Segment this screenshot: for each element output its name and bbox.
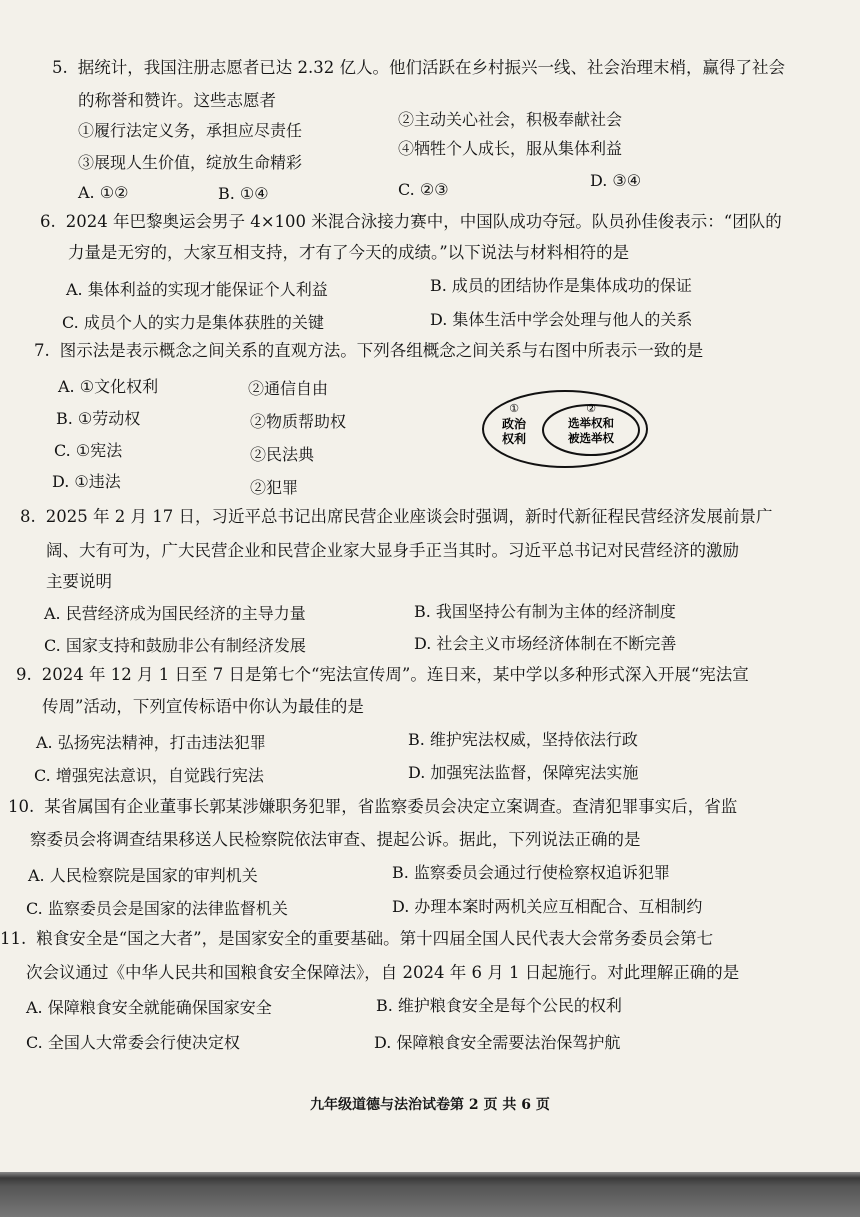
q11-option-b: B. 维护粮食安全是每个公民的权利 (376, 996, 622, 1015)
question-9-number: 9. (16, 665, 32, 684)
q5-statement-1: ①履行法定义务，承担应尽责任 (78, 121, 303, 140)
question-8-stem-line2: 阔、大有可为，广大民营企业和民营企业家大显身手正当其时。习近平总书记对民营经济的激励 (46, 541, 739, 560)
question-8-text-1: 2025 年 2 月 17 日，习近平总书记出席民营企业座谈会时强调，新时代新征程民营经济发展前景广 (45, 507, 773, 526)
q9-option-d: D. 加强宪法监督，保障宪法实施 (408, 763, 639, 782)
q7-option-b-1: B. ①劳动权 (56, 409, 141, 428)
venn-diagram (480, 388, 650, 470)
q9-option-b: B. 维护宪法权威，坚持依法行政 (408, 730, 638, 749)
venn-inner-label-1: 选举权和 (568, 416, 614, 430)
question-7-text-1: 图示法是表示概念之间关系的直观方法。下列各组概念之间关系与右图中所表示一致的是 (59, 341, 704, 360)
q9-option-a: A. 弘扬宪法精神，打击违法犯罪 (36, 733, 266, 752)
question-5-text-1: 据统计，我国注册志愿者已达 2.32 亿人。他们活跃在乡村振兴一线、社会治理末梢，赢得了社会 (77, 58, 785, 77)
page-footer: 九年级道德与法治试卷第 2 页 共 6 页 (310, 1097, 550, 1113)
question-6-stem-line1 (40, 212, 782, 232)
venn-outer-label-2: 权利 (501, 432, 527, 446)
question-8-number: 8. (20, 507, 36, 526)
question-5-stem-line1 (52, 58, 785, 78)
q5-option-c: C. ②③ (398, 180, 449, 199)
question-11-stem-line2: 次会议通过《中华人民共和国粮食安全保障法》，自 2024 年 6 月 1 日起施行。对此理解正确的是 (26, 963, 740, 982)
venn-inner-number: ② (586, 402, 596, 415)
q10-option-a: A. 人民检察院是国家的审判机关 (28, 866, 258, 885)
q8-option-d: D. 社会主义市场经济体制在不断完善 (414, 634, 677, 653)
q9-option-c: C. 增强宪法意识，自觉践行宪法 (34, 766, 264, 785)
q7-option-d-1: D. ①违法 (52, 472, 121, 491)
question-11-stem-line1 (0, 929, 713, 949)
q10-option-d: D. 办理本案时两机关应互相配合、互相制约 (392, 897, 703, 916)
q11-option-c: C. 全国人大常委会行使决定权 (26, 1033, 240, 1052)
q5-option-d: D. ③④ (590, 171, 642, 190)
q6-option-a: A. 集体利益的实现才能保证个人利益 (66, 280, 328, 299)
question-10-text-1: 某省属国有企业董事长郭某涉嫌职务犯罪，省监察委员会决定立案调查。查清犯罪事实后，省监 (44, 797, 738, 816)
question-9-stem-line1 (16, 665, 749, 685)
question-6-stem-line2: 力量是无穷的，大家互相支持，才有了今天的成绩。”以下说法与材料相符的是 (68, 243, 630, 262)
venn-outer-label-1: 政治 (501, 417, 527, 431)
q6-option-b: B. 成员的团结协作是集体成功的保证 (430, 276, 692, 295)
question-10-number: 10. (8, 797, 35, 816)
q5-option-a: A. ①② (78, 183, 129, 202)
question-11-text-1: 粮食安全是“国之大者”，是国家安全的重要基础。第十四届全国人民代表大会常务委员会第七 (36, 929, 714, 948)
q10-option-c: C. 监察委员会是国家的法律监督机关 (26, 899, 288, 918)
question-6-text-1: 2024 年巴黎奥运会男子 4×100 米混合泳接力赛中，中国队成功夺冠。队员孙佳俊表示：“团队的 (65, 212, 782, 231)
question-5-number: 5. (52, 58, 68, 77)
question-9-text-1: 2024 年 12 月 1 日至 7 日是第七个“宪法宣传周”。连日来，某中学以多种形式深入开展“宪法宣 (41, 665, 749, 684)
question-10-stem-line2: 察委员会将调查结果移送人民检察院依法审查、提起公诉。据此，下列说法正确的是 (30, 830, 641, 849)
q7-option-c-1: C. ①宪法 (54, 441, 123, 460)
q6-option-c: C. 成员个人的实力是集体获胜的关键 (62, 313, 324, 332)
q7-option-a-2: ②通信自由 (248, 379, 329, 398)
q8-option-b: B. 我国坚持公有制为主体的经济制度 (414, 602, 676, 621)
q8-option-a: A. 民营经济成为国民经济的主导力量 (44, 604, 306, 623)
q5-statement-2: ②主动关心社会，积极奉献社会 (398, 110, 623, 129)
q6-option-d: D. 集体生活中学会处理与他人的关系 (430, 310, 693, 329)
q7-option-a-1: A. ①文化权利 (58, 377, 159, 396)
venn-outer-number: ① (509, 402, 519, 415)
question-10-stem-line1 (8, 797, 737, 817)
question-8-stem-line3: 主要说明 (46, 572, 112, 591)
question-8-stem-line1 (20, 507, 772, 527)
venn-inner-label-2: 被选举权 (568, 431, 614, 445)
q5-option-b: B. ①④ (218, 184, 269, 203)
question-7-number: 7. (34, 341, 50, 360)
q5-statement-3: ③展现人生价值，绽放生命精彩 (78, 153, 303, 172)
q10-option-b: B. 监察委员会通过行使检察权追诉犯罪 (392, 863, 670, 882)
q11-option-a: A. 保障粮食安全就能确保国家安全 (26, 998, 272, 1017)
question-6-number: 6. (40, 212, 56, 231)
q11-option-d: D. 保障粮食安全需要法治保驾护航 (374, 1033, 621, 1052)
scan-bottom-edge (0, 1172, 860, 1217)
q7-option-b-2: ②物质帮助权 (250, 412, 347, 431)
question-11-number: 11. (0, 929, 27, 948)
q8-option-c: C. 国家支持和鼓励非公有制经济发展 (44, 636, 306, 655)
q7-option-c-2: ②民法典 (250, 445, 315, 464)
question-9-stem-line2: 传周”活动，下列宣传标语中你认为最佳的是 (42, 697, 364, 716)
q7-option-d-2: ②犯罪 (250, 478, 299, 497)
question-7-stem (34, 341, 703, 361)
question-5-stem-line2: 的称誉和赞许。这些志愿者 (78, 91, 276, 110)
q5-statement-4: ④牺牲个人成长，服从集体利益 (398, 139, 623, 158)
